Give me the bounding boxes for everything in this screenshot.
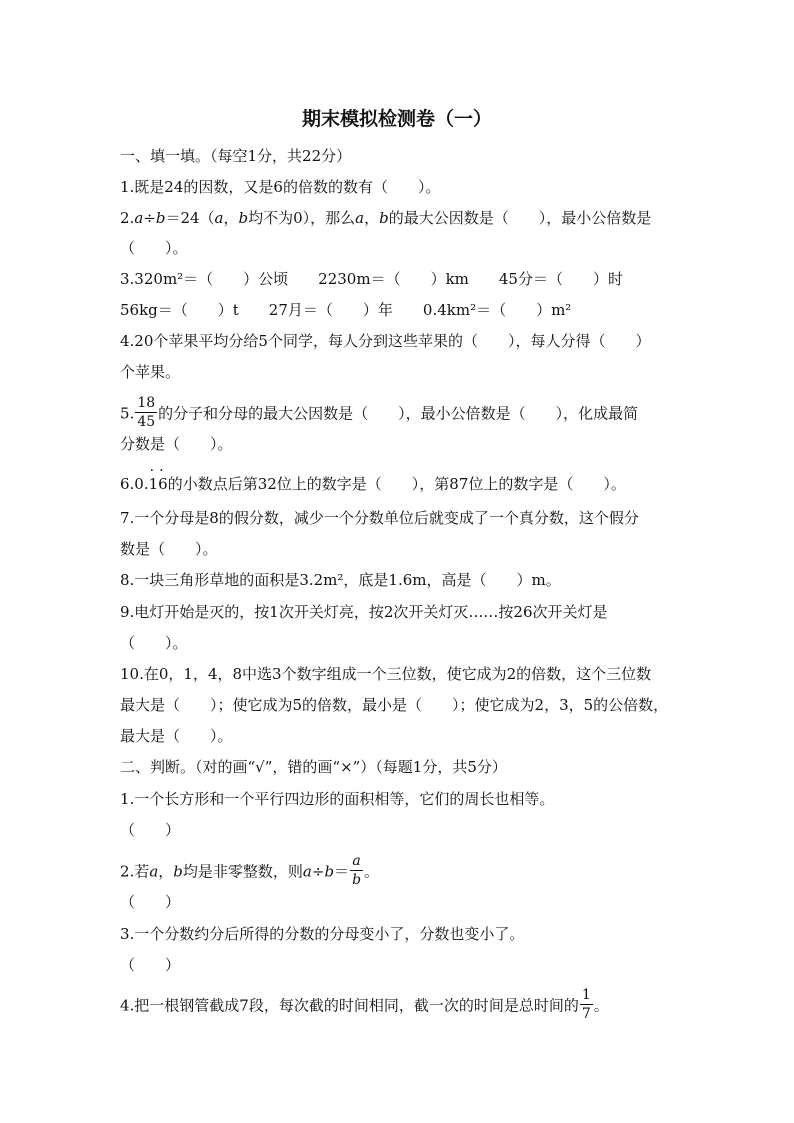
- q-text: 6.0.: [120, 475, 149, 493]
- question-1-4-line1: 4.20个苹果平均分给5个同学，每人分到这些苹果的（ ），每人分得（ ）: [120, 332, 651, 350]
- answer-blank-2-3[interactable]: （ ）: [120, 956, 181, 974]
- q-text: 。: [364, 862, 380, 881]
- var-b: b: [238, 209, 249, 227]
- question-2-1: 1.一个长方形和一个平行四边形的面积相等，它们的周长也相等。: [120, 790, 555, 808]
- question-1-5-line1: [120, 395, 639, 431]
- q-text: ，: [158, 862, 174, 881]
- question-1-8: 8.一块三角形草地的面积是3.2m²，底是1.6m，高是（ ）m。: [120, 571, 561, 589]
- var-b: b: [324, 862, 335, 881]
- question-2-4: [120, 987, 609, 1023]
- q-text: 均不为0），那么: [248, 209, 356, 227]
- var-a: a: [302, 862, 312, 881]
- var-b: b: [379, 209, 389, 227]
- numerator: 1: [581, 987, 591, 1003]
- question-2-3: 3.一个分数约分后所得的分数的分母变小了，分数也变小了。: [120, 925, 525, 943]
- answer-blank-2-2[interactable]: （ ）: [120, 893, 181, 911]
- q-text: 的分子和分母的最大公因数是（ ），最小公倍数是（ ），化成最简: [158, 404, 639, 423]
- var-a: a: [355, 209, 365, 227]
- var-b: b: [173, 862, 183, 881]
- question-1-7-line1: 7.一个分母是8的假分数，减少一个分数单位后就变成了一个真分数，这个假分: [120, 509, 639, 527]
- fraction-1-7: [580, 988, 593, 1021]
- question-2-2: [120, 853, 380, 889]
- q-text: 。: [593, 996, 609, 1015]
- question-1-2-line1: [120, 208, 651, 228]
- q-text: 均是非零整数，则: [182, 862, 303, 881]
- section1-heading: 一、填一填。（每空1分，共22分）: [120, 147, 352, 165]
- question-1-1: 1.既是24的因数，又是6的倍数的数有（ ）。: [120, 178, 441, 196]
- denominator: 45: [137, 414, 156, 430]
- q-text: ，: [364, 209, 380, 227]
- question-1-5-line2: 分数是（ ）。: [120, 435, 233, 453]
- q-text: ，: [223, 209, 239, 227]
- div-sign: ÷: [311, 862, 325, 881]
- q-text: ＝24（: [165, 209, 215, 227]
- question-1-10-line1: 10.在0，1，4，8中选3个数字组成一个三位数，使它成为2的倍数，这个三位数: [120, 665, 652, 683]
- fraction-a-b: [350, 854, 363, 887]
- q-text: 的最大公因数是（ ），最小公倍数是: [388, 209, 652, 227]
- q-text: 的小数点后第32位上的数字是（ ），第87位上的数字是（ ）。: [167, 475, 626, 493]
- question-1-9-line2: （ ）。: [120, 634, 188, 652]
- q-text: 5.: [120, 404, 135, 423]
- q-text: 2.: [120, 209, 135, 227]
- section2-heading: 二、判断。（对的画“√”，错的画“×”）（每题1分，共5分）: [120, 758, 507, 776]
- question-1-2-line2: （ ）。: [120, 239, 188, 257]
- repeating-digit: · 1: [149, 474, 159, 494]
- question-1-10-line3: 最大是（ ）。: [120, 727, 233, 745]
- denominator: b: [352, 872, 362, 888]
- question-1-4-line2: 个苹果。: [120, 363, 181, 381]
- question-1-3-line1: 3.320m²＝（ ）公顷 2230m＝（ ）km 45分＝（ ）时: [120, 270, 623, 288]
- div-sign: ÷: [143, 209, 156, 227]
- numerator: a: [350, 854, 363, 871]
- q-text: 4.把一根钢管截成7段，每次截的时间相同，截一次的时间是总时间的: [120, 996, 579, 1015]
- question-1-9-line1: 9.电灯开始是灭的，按1次开关灯亮，按2次开关灯灭……按26次开关灯是: [120, 603, 608, 621]
- fraction-18-45: [135, 396, 157, 429]
- page-title: 期末模拟检测卷（一）: [301, 108, 492, 130]
- repeating-digit: · 6: [158, 474, 168, 494]
- var-a: a: [134, 209, 144, 227]
- equals-sign: ＝: [334, 862, 350, 881]
- answer-blank-2-1[interactable]: （ ）: [120, 821, 181, 839]
- denominator: 7: [581, 1006, 591, 1022]
- var-b: b: [155, 209, 166, 227]
- question-1-6: [120, 474, 626, 494]
- var-a: a: [214, 209, 224, 227]
- q-text: 2.若: [120, 862, 150, 881]
- question-1-3-line2: 56kg＝（ ）t 27月＝（ ）年 0.4km²＝（ ）m²: [120, 301, 572, 319]
- var-a: a: [149, 862, 159, 881]
- question-1-7-line2: 数是（ ）。: [120, 540, 218, 558]
- question-1-10-line2: 最大是（ ）；使它成为5的倍数，最小是（ ）；使它成为2，3，5的公倍数，: [120, 696, 669, 714]
- numerator: 18: [137, 395, 156, 411]
